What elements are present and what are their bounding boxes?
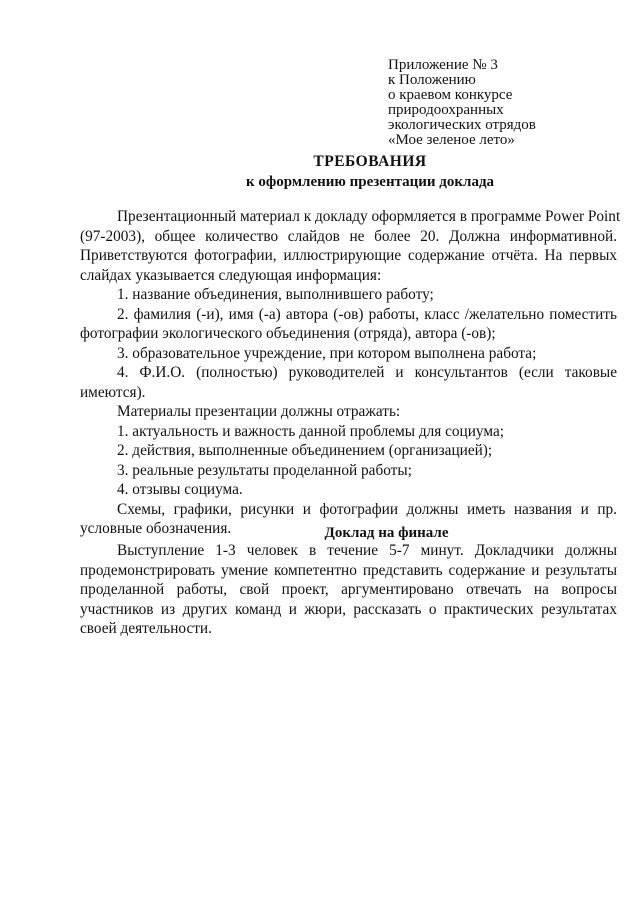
appendix-line: природоохранных <box>388 102 504 118</box>
appendix-header <box>388 58 628 148</box>
final-section-title: Доклад на финале <box>324 525 449 541</box>
list-item: 4. отзывы социума. <box>117 481 243 498</box>
appendix-line: к Положению <box>388 72 476 88</box>
text-line: имеются). <box>80 383 146 401</box>
text-line: Схемы, графики, рисунки и фотографии должны иметь названия и пр. <box>117 500 617 518</box>
text-line: участников из других команд и жюри, рассказать о практических результатах <box>80 600 617 618</box>
text-line: условные обозначения. <box>80 520 232 537</box>
list-item: 1. актуальность и важность данной проблемы для социума; <box>117 422 504 440</box>
text-line: (97-2003), общее количество слайдов не более 20. Должна информативной. <box>80 227 617 245</box>
list-item: 2. действия, выполненные объединением (организацией); <box>117 442 493 459</box>
appendix-line: «Мое зеленое лето» <box>388 132 515 148</box>
list-item: 3. реальные результаты проделанной работы; <box>117 461 412 479</box>
list-item: 2. фамилия (-и), имя (-а) автора (-ов) работы, класс /желательно поместить <box>117 305 617 323</box>
appendix-line: Приложение № 3 <box>388 57 498 73</box>
document-subtitle: к оформлению презентации доклада <box>245 174 495 190</box>
text-line: Выступление 1-3 человек в течение 5-7 минут. Докладчики должны <box>117 542 617 559</box>
text-line: проделанной работы, свой проект, аргументировано отвечать на вопросы <box>80 581 617 598</box>
list-item: 4. Ф.И.О. (полностью) руководителей и консультантов (если таковые <box>117 364 617 381</box>
list-item: 1. название объединения, выполнившего работу; <box>117 286 434 303</box>
text-line: фотографии экологического объединения (отряда), автора (-ов); <box>80 325 496 342</box>
list-item: 3. образовательное учреждение, при котором выполнена работа; <box>117 344 537 362</box>
text-line: Приветствуются фотографии, иллюстрирующие содержание отчёта. На первых <box>80 247 617 264</box>
text-line: Материалы презентации должны отражать: <box>117 403 401 420</box>
document-title: ТРЕБОВАНИЯ <box>313 153 427 170</box>
appendix-line: экологических отрядов <box>388 117 536 133</box>
text-line: своей деятельности. <box>80 620 212 637</box>
appendix-line: о краевом конкурсе <box>388 87 513 103</box>
text-line: слайдах указывается следующая информация: <box>80 266 382 284</box>
requirements-section <box>80 207 621 539</box>
final-section <box>80 541 617 639</box>
text-line: Презентационный материал к докладу оформляется в программе Power Point <box>117 208 621 225</box>
text-line: продемонстрировать умение компетентно представить содержание и результаты <box>80 561 617 579</box>
